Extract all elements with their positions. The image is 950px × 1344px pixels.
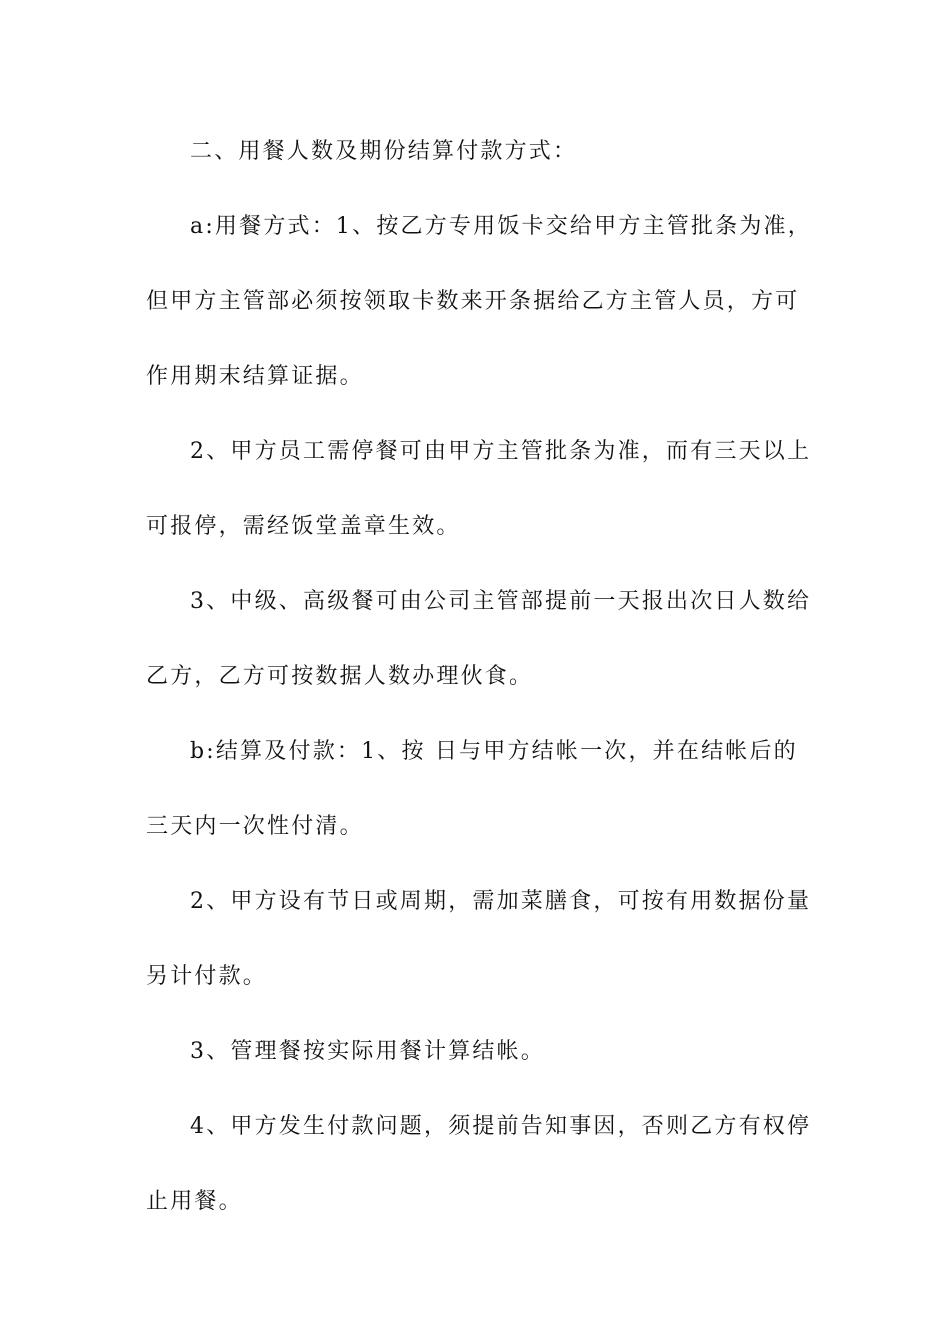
paragraph-line: b:结算及付款：1、按 日与甲方结帐一次，并在结帐后的: [190, 739, 798, 764]
document-body: [146, 128, 812, 1253]
paragraph-line: 止用餐。: [146, 1189, 243, 1214]
paragraph-line: 2、甲方设有节日或周期，需加菜膳食，可按有用数据份量: [190, 889, 812, 914]
paragraph-line: 乙方，乙方可按数据人数办理伙食。: [146, 664, 534, 689]
paragraph-line: 可报停，需经饭堂盖章生效。: [146, 514, 461, 539]
paragraph-line: 4、甲方发生付款问题，须提前告知事因，否则乙方有权停: [190, 1114, 812, 1139]
paragraph-line: 三天内一次性付清。: [146, 814, 364, 839]
paragraph-line: 3、管理餐按实际用餐计算结帐。: [190, 1039, 545, 1064]
paragraph-line: 但甲方主管部必须按领取卡数来开条据给乙方主管人员，方可: [146, 289, 800, 314]
paragraph-line: a:用餐方式：1、按乙方专用饭卡交给甲方主管批条为准，: [190, 214, 812, 239]
paragraph-line: 作用期末结算证据。: [146, 364, 364, 389]
paragraph-line: 3、中级、高级餐可由公司主管部提前一天报出次日人数给: [190, 589, 812, 614]
paragraph-line: 2、甲方员工需停餐可由甲方主管批条为准，而有三天以上: [190, 439, 812, 464]
section-heading: 二、用餐人数及期份结算付款方式：: [190, 139, 578, 164]
paragraph-line: 另计付款。: [146, 964, 268, 989]
